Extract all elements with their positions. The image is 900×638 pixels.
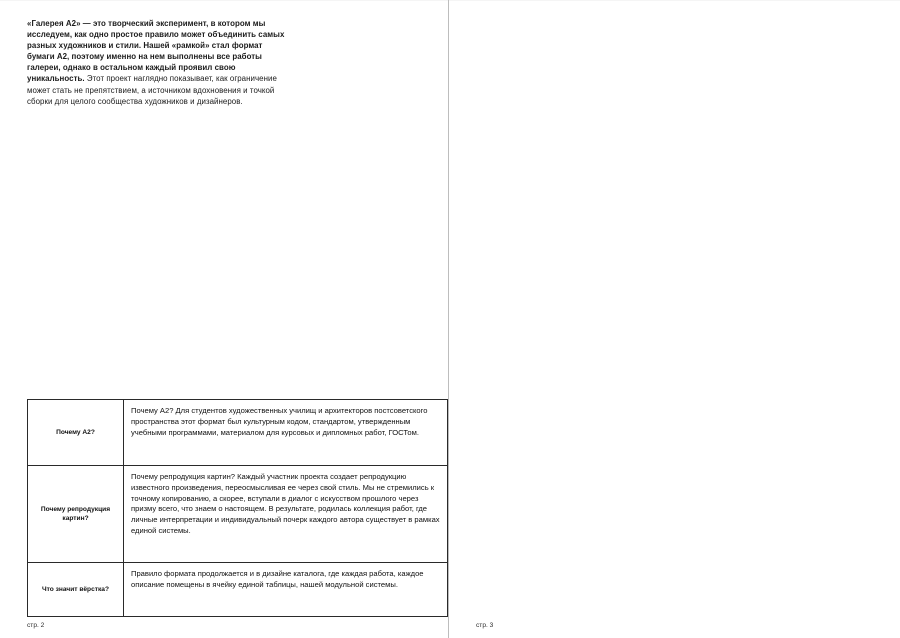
page-number-right: стр. 3: [476, 622, 494, 629]
qa-answer-cell: Почему репродукция картин? Каждый участник проекта создает репродукцию известного произведения, переосмысливая ее через свой стиль. Мы не стремились к точному копированию, а скорее, вступали в диалог с искусством прошлого через призму всего, что знаем о настоящем. В результате, родилась коллекция работ, где личные интерпретации и индивидуальный почерк каждого автора существует в рамках единой системы.: [124, 466, 448, 563]
qa-table: [27, 399, 440, 617]
qa-answer-cell: Почему А2? Для студентов художественных училищ и архитекторов постсоветского пространства этот формат был культурным кодом, стандартом, утвержденным учебными программами, материалом для курсовых и дипломных работ, ГОСТом.: [124, 400, 448, 466]
page-number-left: стр. 2: [27, 622, 45, 629]
page-left: [0, 0, 449, 638]
table-row: [28, 466, 448, 563]
qa-question-cell: Почему А2?: [28, 400, 124, 466]
intro-bold-text: «Галерея А2» — это творческий эксперимент, в котором мы исследуем, как одно простое правило может объединить самых разных художников и стили. Нашей «рамкой» стал формат бумаги А2, поэтому именно на нем выполнены все работы галереи, однако в остальном каждый проявил свою уникальность.: [27, 19, 285, 84]
qa-question-cell: Что значит вёрстка?: [28, 563, 124, 617]
table-row: [28, 400, 448, 466]
intro-paragraph: [27, 18, 287, 107]
qa-answer-cell: Правило формата продолжается и в дизайне каталога, где каждая работа, каждое описание помещены в ячейку единой таблицы, нашей модульной системы.: [124, 563, 448, 617]
qa-question-cell: Почему репродукция картин?: [28, 466, 124, 563]
page-top-edge: [0, 0, 448, 1]
intro-regular-text: Этот проект наглядно показывает, как ограничение может стать не препятствием, а источником вдохновения и точкой сборки для целого сообщества художников и дизайнеров.: [27, 74, 277, 106]
page-right: [449, 0, 900, 638]
table-row: [28, 563, 448, 617]
page-top-edge: [449, 0, 900, 1]
